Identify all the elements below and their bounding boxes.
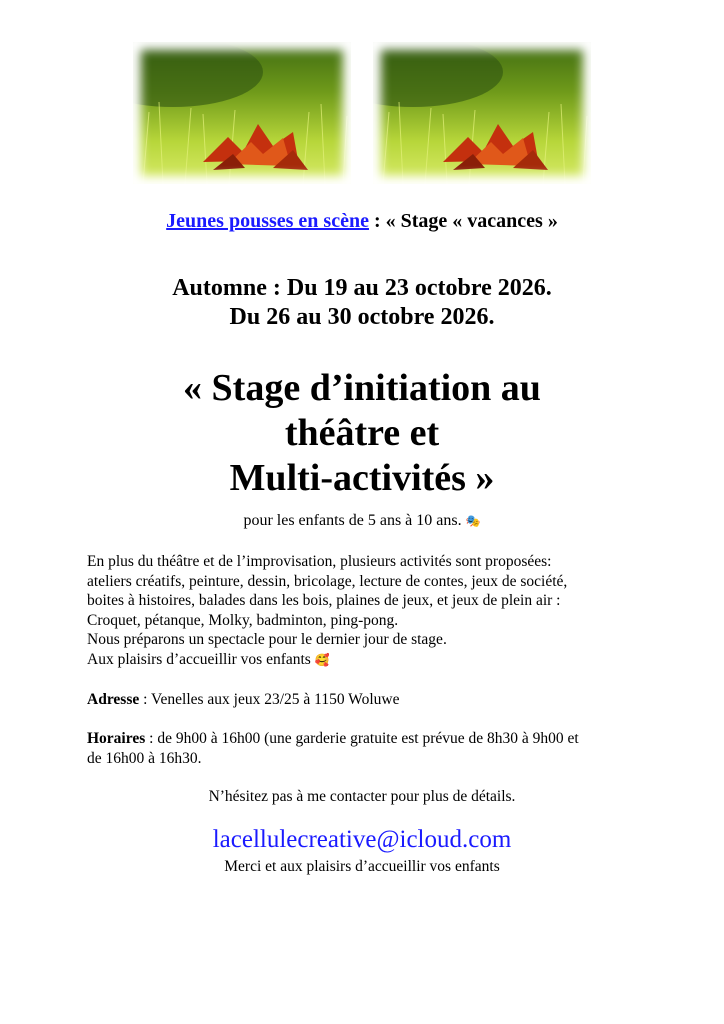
hours-label: Horaires bbox=[87, 730, 146, 747]
headline-line-1: « Stage d’initiation au bbox=[183, 367, 541, 409]
hours bbox=[87, 729, 647, 768]
headline bbox=[0, 366, 724, 501]
theater-masks-icon: 🎭 bbox=[465, 514, 481, 528]
description-line-2: ateliers créatifs, peinture, dessin, bricolage, lecture de contes, jeux de société, bbox=[87, 572, 568, 590]
headline-line-2: théâtre et bbox=[284, 412, 440, 454]
dates-block bbox=[0, 274, 724, 332]
autumn-leaves-photo-right bbox=[373, 42, 591, 184]
description bbox=[87, 552, 647, 670]
dates-line-2: Du 26 au 30 octobre 2026. bbox=[229, 304, 495, 330]
description-line-6 bbox=[87, 650, 647, 671]
description-line-1: En plus du théâtre et de l’improvisation, plusieurs activités sont proposées: bbox=[87, 553, 552, 570]
headline-line-3: Multi-activités » bbox=[229, 457, 495, 499]
dates-line-1: Automne : Du 19 au 23 octobre 2026. bbox=[172, 275, 552, 301]
age-subtitle bbox=[0, 512, 724, 530]
program-link[interactable]: Jeunes pousses en scène bbox=[166, 210, 369, 232]
program-title-rest: : « Stage « vacances » bbox=[368, 210, 558, 232]
hours-line-1 bbox=[87, 729, 647, 749]
hours-value: : de 9h00 à 16h00 (une garderie gratuite est prévue de 8h30 à 9h00 et bbox=[145, 730, 579, 747]
description-line-6-text: Aux plaisirs d’accueillir vos enfants bbox=[87, 650, 311, 668]
closing-text: Merci et aux plaisirs d’accueillir vos enfants bbox=[224, 858, 500, 875]
program-title bbox=[0, 210, 724, 233]
photo-row bbox=[0, 42, 724, 184]
autumn-leaves-photo-left bbox=[133, 42, 351, 184]
description-line-3: boites à histoires, balades dans les bois, plaines de jeux, et jeux de plein air : bbox=[87, 592, 561, 609]
age-subtitle-text: pour les enfants de 5 ans à 10 ans. bbox=[243, 512, 462, 529]
email-link[interactable]: lacellulecreative@icloud.com bbox=[212, 826, 512, 853]
hours-line-2: de 16h00 à 16h30. bbox=[87, 749, 202, 767]
description-line-4: Croquet, pétanque, Molky, badminton, ping-pong. bbox=[87, 611, 399, 629]
contact-text: N’hésitez pas à me contacter pour plus de détails. bbox=[208, 788, 516, 805]
address-label: Adresse bbox=[87, 691, 140, 708]
description-line-5: Nous préparons un spectacle pour le dernier jour de stage. bbox=[87, 631, 447, 648]
address bbox=[87, 690, 647, 710]
smiling-face-icon: 🥰 bbox=[314, 652, 330, 667]
address-value: : Venelles aux jeux 23/25 à 1150 Woluwe bbox=[139, 691, 400, 708]
